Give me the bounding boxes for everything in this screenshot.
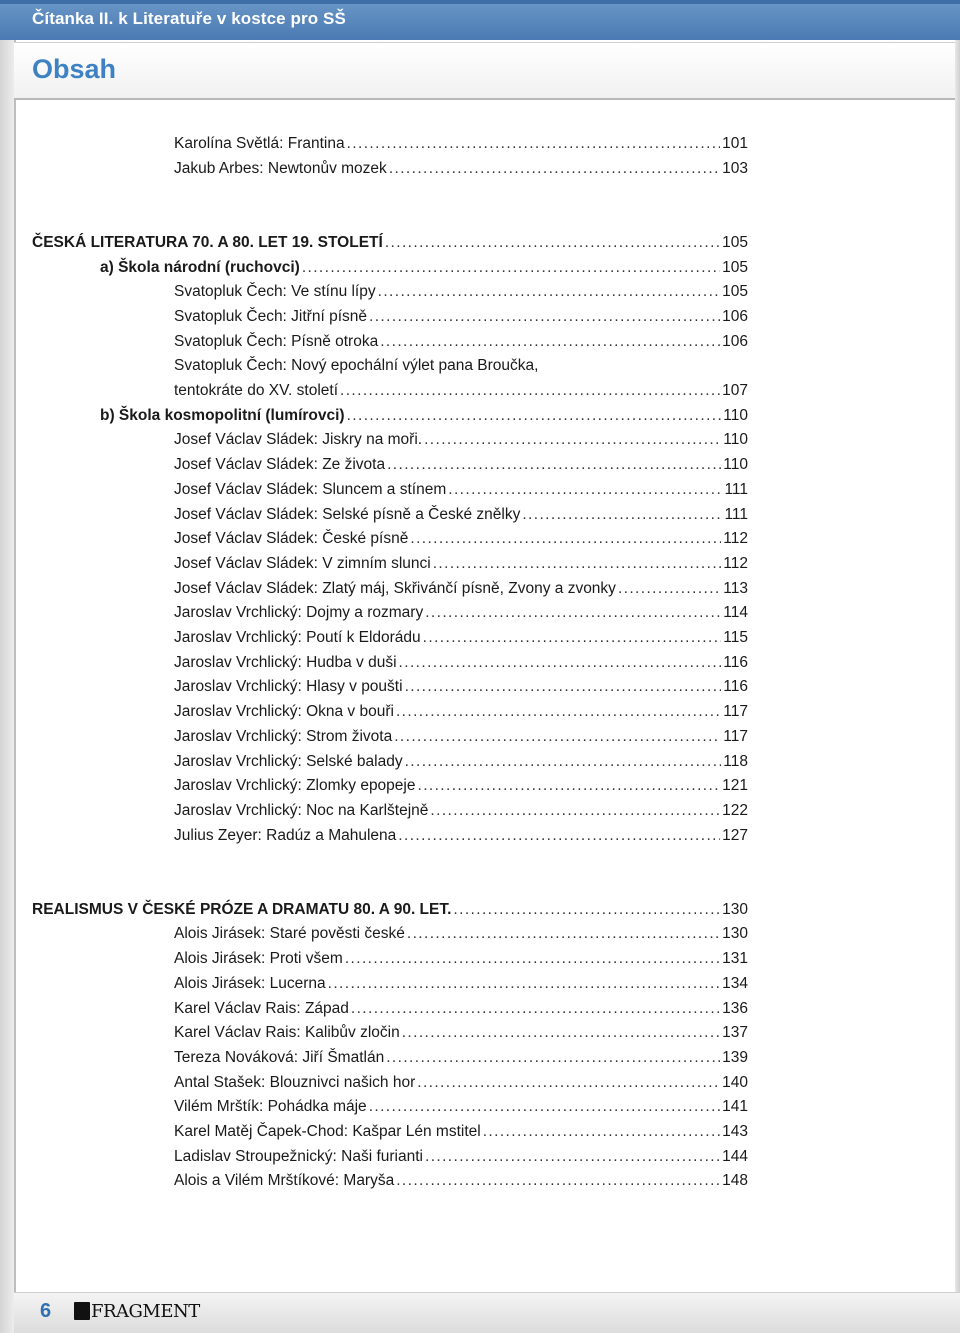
toc-entry bbox=[174, 701, 748, 723]
toc-entry-page: 139 bbox=[722, 1048, 748, 1066]
logo-mark-icon bbox=[74, 1302, 90, 1320]
toc-entry bbox=[174, 158, 748, 180]
toc-entry bbox=[174, 948, 748, 970]
dot-leader bbox=[398, 825, 720, 847]
toc-entry bbox=[174, 1022, 748, 1044]
toc-entry-title: tentokráte do XV. století bbox=[174, 382, 339, 399]
toc-entry-page: 134 bbox=[722, 974, 748, 992]
toc-entry bbox=[100, 405, 748, 427]
toc-entry-page: 137 bbox=[722, 1024, 748, 1042]
toc-entry-page: 110 bbox=[723, 406, 748, 424]
toc-entry-page: 117 bbox=[723, 703, 748, 721]
dot-leader bbox=[340, 380, 720, 402]
toc-entry bbox=[174, 1072, 748, 1094]
page-number: 6 bbox=[40, 1300, 52, 1322]
toc-entry-title: Jaroslav Vrchlický: Dojmy a rozmary bbox=[174, 604, 424, 622]
toc-entry-page: 106 bbox=[722, 332, 748, 350]
toc-entry-title: Josef Václav Sládek: České písně bbox=[174, 530, 409, 548]
toc-entry bbox=[174, 306, 748, 328]
dot-leader bbox=[433, 553, 722, 575]
toc-entry bbox=[174, 355, 748, 377]
toc-entry bbox=[174, 380, 748, 402]
toc-entry bbox=[32, 899, 748, 921]
dot-leader bbox=[402, 1022, 720, 1044]
toc-entry bbox=[174, 998, 748, 1020]
publisher-logo bbox=[74, 1300, 200, 1322]
toc-entry-title: Svatopluk Čech: Nový epochální výlet pana Broučka, bbox=[174, 357, 539, 375]
toc-entry-page: 127 bbox=[722, 826, 748, 844]
toc-entry-title: Josef Václav Sládek: V zimním slunci bbox=[174, 554, 431, 572]
toc-entry-title: Jakub Arbes: Newtonův mozek bbox=[174, 159, 387, 177]
dot-leader bbox=[405, 751, 722, 773]
toc-entry-title: Alois Jirásek: Staré pověsti české bbox=[174, 925, 405, 943]
toc-entry-page: 116 bbox=[723, 678, 748, 696]
toc-entry-page: 143 bbox=[722, 1123, 748, 1140]
toc-entry bbox=[174, 1047, 748, 1069]
dot-leader bbox=[369, 306, 720, 328]
toc-entry-title: Karolína Světlá: Frantina bbox=[174, 135, 345, 152]
toc-entry-page: 113 bbox=[723, 579, 748, 597]
toc-entry bbox=[174, 751, 748, 773]
toc-entry-page: 111 bbox=[724, 480, 748, 498]
toc-entry-page: 118 bbox=[723, 752, 748, 770]
toc-entry-page: 121 bbox=[722, 777, 748, 795]
toc-entry-page: 106 bbox=[722, 307, 748, 325]
dot-leader bbox=[618, 578, 721, 600]
toc-entry bbox=[174, 726, 748, 748]
toc-entry-title: Julius Zeyer: Radúz a Mahulena bbox=[174, 826, 397, 844]
toc-entry-title: Svatopluk Čech: Písně otroka bbox=[174, 332, 379, 350]
toc-entry-title: Jaroslav Vrchlický: Selské balady bbox=[174, 752, 403, 770]
toc-entry-page: 105 bbox=[722, 233, 748, 251]
toc-entry-title: Karel Václav Rais: Kalibův zločin bbox=[174, 1024, 400, 1042]
toc-entry bbox=[174, 800, 748, 822]
toc-entry-page: 114 bbox=[723, 604, 748, 622]
toc-entry-title: Antal Stašek: Blouznivci našich hor bbox=[174, 1073, 416, 1091]
toc-entry-title: Tereza Nováková: Jiří Šmatlán bbox=[174, 1048, 385, 1066]
toc-entry-title: Vilém Mrštík: Pohádka máje bbox=[174, 1098, 367, 1116]
toc-entry-title: Alois a Vilém Mrštíkové: Maryša bbox=[174, 1172, 395, 1190]
toc-entry-page: 140 bbox=[722, 1073, 748, 1091]
toc-entry-page: 115 bbox=[723, 629, 748, 646]
toc-entry bbox=[174, 652, 748, 674]
book-title: Čítanka II. k Literatuře v kostce pro SŠ bbox=[32, 9, 346, 28]
toc-entry bbox=[174, 281, 748, 303]
toc-entry bbox=[174, 973, 748, 995]
dot-leader bbox=[425, 1146, 720, 1168]
dot-leader bbox=[417, 1072, 720, 1094]
dot-leader bbox=[405, 676, 722, 698]
toc-entry-title: Jaroslav Vrchlický: Hudba v duši bbox=[174, 653, 397, 671]
dot-leader bbox=[386, 1047, 720, 1069]
toc-entry bbox=[174, 923, 748, 945]
toc-entry-page: 101 bbox=[722, 135, 748, 152]
toc-entry-title: Ladislav Stroupežnický: Naši furianti bbox=[174, 1147, 423, 1165]
toc-entry bbox=[174, 528, 748, 550]
toc-entry bbox=[174, 627, 748, 649]
toc-entry-title: Jaroslav Vrchlický: Noc na Karlštejně bbox=[174, 801, 429, 819]
toc-entry-page: 110 bbox=[723, 431, 748, 449]
dot-leader bbox=[394, 726, 721, 748]
toc-entry bbox=[174, 331, 748, 353]
toc-entry-title: Svatopluk Čech: Jitřní písně bbox=[174, 307, 367, 325]
dot-leader bbox=[302, 257, 720, 279]
toc-entry-page: 130 bbox=[722, 900, 748, 918]
toc-entry-page: 117 bbox=[723, 727, 748, 745]
toc-entry-page: 112 bbox=[723, 554, 748, 572]
toc-entry-page: 131 bbox=[722, 950, 748, 968]
dot-leader bbox=[448, 479, 722, 501]
dot-leader bbox=[410, 528, 721, 550]
dot-leader bbox=[423, 627, 722, 649]
toc-entry bbox=[174, 676, 748, 698]
dot-leader bbox=[424, 429, 721, 451]
toc-entry-title: Josef Václav Sládek: Ze života bbox=[174, 456, 386, 474]
dot-leader bbox=[387, 454, 721, 476]
toc-entry-title: Jaroslav Vrchlický: Strom života bbox=[174, 727, 393, 745]
toc-entry-title: Josef Václav Sládek: Selské písně a České znělky bbox=[174, 505, 521, 523]
toc-entry-title: Alois Jirásek: Lucerna bbox=[174, 974, 326, 992]
dot-leader bbox=[483, 1121, 720, 1143]
dot-leader bbox=[347, 405, 722, 427]
toc-entry-page: 112 bbox=[723, 530, 748, 548]
toc-entry bbox=[174, 454, 748, 476]
dot-leader bbox=[407, 923, 720, 945]
toc-entry bbox=[174, 479, 748, 501]
toc-entry-title: ČESKÁ LITERATURA 70. A 80. LET 19. STOLETÍ bbox=[32, 233, 383, 251]
dot-leader bbox=[345, 948, 720, 970]
toc-entry-page: 136 bbox=[722, 999, 748, 1017]
toc-entry-title: Karel Matěj Čapek-Chod: Kašpar Lén mstitel bbox=[174, 1123, 481, 1140]
dot-leader bbox=[380, 331, 720, 353]
toc-entry-page: 141 bbox=[722, 1098, 748, 1116]
dot-leader bbox=[389, 158, 720, 180]
dot-leader bbox=[396, 1170, 720, 1192]
toc-entry bbox=[100, 257, 748, 279]
toc-entry bbox=[174, 133, 748, 155]
dot-leader bbox=[425, 602, 721, 624]
toc-entry-title: b) Škola kosmopolitní (lumírovci) bbox=[100, 406, 345, 424]
toc-entry bbox=[174, 504, 748, 526]
toc-entry-title: Josef Václav Sládek: Jiskry na moři. bbox=[174, 431, 423, 449]
toc-entry bbox=[32, 232, 748, 254]
toc-entry bbox=[174, 429, 748, 451]
toc-entry-page: 105 bbox=[722, 283, 748, 301]
toc-entry-page: 107 bbox=[722, 382, 748, 399]
dot-leader bbox=[399, 652, 722, 674]
toc-entry-page: 148 bbox=[722, 1172, 748, 1190]
dot-leader bbox=[396, 701, 721, 723]
toc-entry bbox=[174, 578, 748, 600]
dot-leader bbox=[378, 281, 721, 303]
toc-entry-title: Josef Václav Sládek: Zlatý máj, Skřivánčí písně, Zvony a zvonky bbox=[174, 579, 616, 597]
toc-entry-page: 111 bbox=[724, 505, 748, 523]
toc-entry-title: Svatopluk Čech: Ve stínu lípy bbox=[174, 283, 376, 301]
toc-entry-title: Karel Václav Rais: Západ bbox=[174, 999, 349, 1017]
toc-entry-title: Jaroslav Vrchlický: Hlasy v poušti bbox=[174, 678, 403, 696]
dot-leader bbox=[328, 973, 721, 995]
logo-text: FRAGMENT bbox=[91, 1300, 200, 1322]
dot-leader bbox=[417, 775, 720, 797]
toc-entry-title: a) Škola národní (ruchovci) bbox=[100, 258, 300, 276]
toc-entry-page: 130 bbox=[722, 925, 748, 943]
dot-leader bbox=[385, 232, 720, 254]
toc-entry bbox=[174, 553, 748, 575]
toc-entry-page: 144 bbox=[722, 1147, 748, 1165]
dot-leader bbox=[522, 504, 722, 526]
toc-entry bbox=[174, 775, 748, 797]
dot-leader bbox=[453, 899, 720, 921]
toc-entry-title: Alois Jirásek: Proti všem bbox=[174, 950, 343, 968]
toc-entry bbox=[174, 825, 748, 847]
dot-leader bbox=[430, 800, 720, 822]
toc-entry-page: 116 bbox=[723, 653, 748, 671]
toc-entry-title: Jaroslav Vrchlický: Okna v bouři bbox=[174, 703, 394, 721]
toc-entry bbox=[174, 1121, 748, 1143]
section-title: Obsah bbox=[32, 54, 117, 84]
toc-entry-title: Jaroslav Vrchlický: Zlomky epopeje bbox=[174, 777, 416, 795]
toc-entry bbox=[174, 602, 748, 624]
toc-entry bbox=[174, 1096, 748, 1118]
toc-entry bbox=[174, 1146, 748, 1168]
dot-leader bbox=[351, 998, 720, 1020]
toc-entry-page: 103 bbox=[722, 159, 748, 177]
toc-entry-page: 105 bbox=[722, 258, 748, 276]
toc-entry-title: Josef Václav Sládek: Sluncem a stínem bbox=[174, 480, 447, 498]
toc-entry bbox=[174, 1170, 748, 1192]
toc-entry-title: REALISMUS V ČESKÉ PRÓZE A DRAMATU 80. A 90. LET. bbox=[32, 900, 452, 918]
toc-entry-title: Jaroslav Vrchlický: Poutí k Eldorádu bbox=[174, 629, 421, 646]
dot-leader bbox=[347, 133, 721, 155]
toc-entry-page: 110 bbox=[723, 456, 748, 474]
dot-leader bbox=[369, 1096, 720, 1118]
toc-entry-page: 122 bbox=[722, 801, 748, 819]
